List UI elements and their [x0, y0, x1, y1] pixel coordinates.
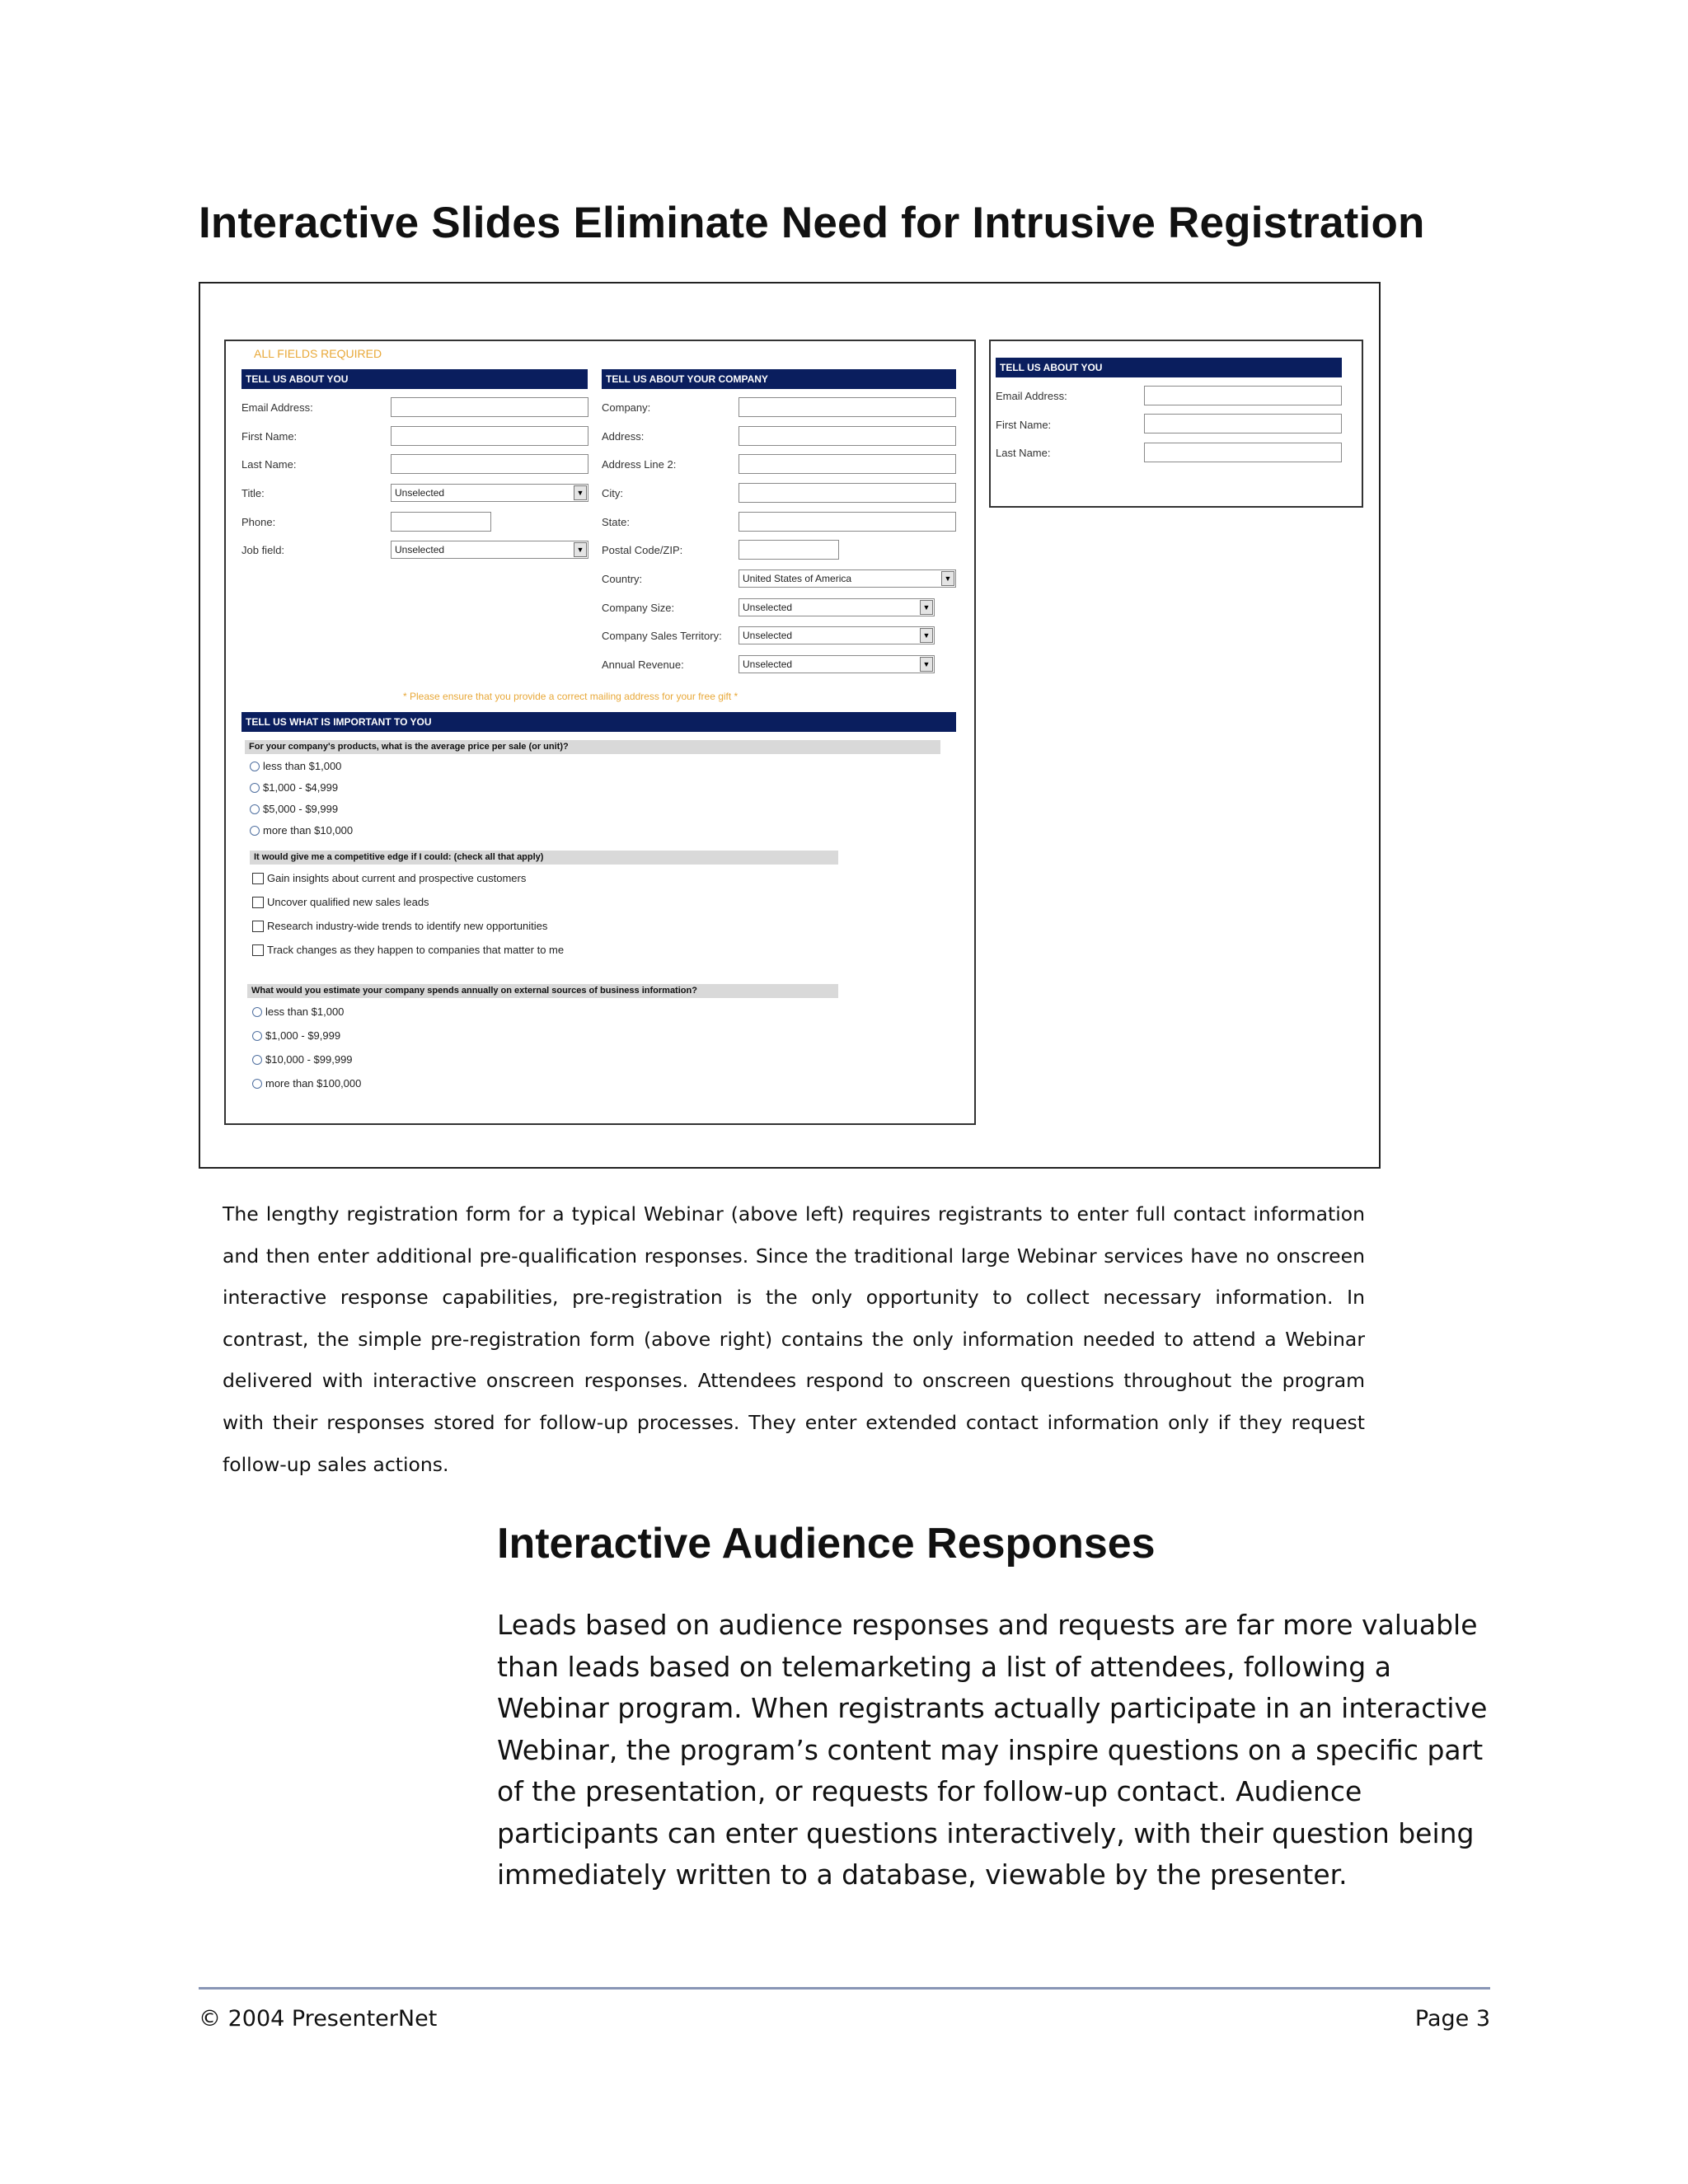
chevron-down-icon: ▼: [574, 542, 587, 557]
first-name-field[interactable]: [1144, 414, 1342, 434]
price-option[interactable]: [250, 781, 338, 794]
price-option-label: $1,000 - $4,999: [263, 781, 339, 794]
last-name-label: Last Name:: [996, 447, 1051, 459]
spend-option-label: less than $1,000: [265, 1005, 345, 1018]
price-option[interactable]: [250, 760, 341, 772]
spend-option[interactable]: [252, 1005, 344, 1018]
radio-icon: [250, 783, 260, 793]
first-name-label: First Name:: [241, 430, 298, 443]
chevron-down-icon: ▼: [941, 571, 954, 586]
title-select-value: Unselected: [395, 487, 445, 499]
postal-code-field[interactable]: [738, 540, 839, 560]
phone-label: Phone:: [241, 516, 276, 528]
checkbox-icon: [252, 897, 264, 908]
about-you-header: TELL US ABOUT YOU: [241, 369, 588, 389]
checkbox-icon: [252, 944, 264, 956]
annual-revenue-select-value: Unselected: [743, 658, 793, 670]
job-field-select[interactable]: [391, 541, 588, 559]
radio-icon: [252, 1079, 262, 1089]
radio-icon: [252, 1055, 262, 1065]
job-field-select-value: Unselected: [395, 544, 445, 555]
page-title: Interactive Slides Eliminate Need for Intrusive Registration: [199, 199, 1425, 247]
radio-icon: [250, 804, 260, 814]
postal-code-label: Postal Code/ZIP:: [602, 544, 683, 556]
annual-revenue-label: Annual Revenue:: [602, 658, 684, 671]
company-header: TELL US ABOUT YOUR COMPANY: [602, 369, 956, 389]
spend-option[interactable]: [252, 1077, 361, 1090]
sales-territory-select[interactable]: [738, 626, 935, 644]
price-option-label: less than $1,000: [263, 760, 342, 772]
title-label: Title:: [241, 487, 265, 499]
chevron-down-icon: ▼: [920, 657, 933, 672]
question-competitive-edge: It would give me a competitive edge if I could: (check all that apply): [250, 851, 838, 865]
edge-option-label: Research industry-wide trends to identify new opportunities: [267, 920, 548, 932]
country-label: Country:: [602, 573, 643, 585]
edge-option[interactable]: [252, 872, 526, 884]
city-label: City:: [602, 487, 623, 499]
title-select[interactable]: [391, 484, 588, 502]
price-option-label: $5,000 - $9,999: [263, 803, 339, 815]
price-option-label: more than $10,000: [263, 824, 354, 837]
email-field[interactable]: [391, 397, 588, 417]
company-size-label: Company Size:: [602, 602, 675, 614]
spend-option-label: $1,000 - $9,999: [265, 1029, 341, 1042]
sales-territory-select-value: Unselected: [743, 630, 793, 641]
mailing-note: * Please ensure that you provide a correct mailing address for your free gift *: [403, 691, 738, 702]
required-note: ALL FIELDS REQUIRED: [254, 347, 382, 360]
city-field[interactable]: [738, 483, 956, 503]
spend-option[interactable]: [252, 1053, 353, 1066]
address-line2-field[interactable]: [738, 454, 956, 474]
sales-territory-label: Company Sales Territory:: [602, 630, 722, 642]
short-registration-form: [989, 340, 1363, 508]
address-field[interactable]: [738, 426, 956, 446]
important-header: TELL US WHAT IS IMPORTANT TO YOU: [241, 712, 956, 732]
spend-option-label: more than $100,000: [265, 1077, 362, 1090]
email-field[interactable]: [1144, 386, 1342, 405]
company-label: Company:: [602, 401, 651, 414]
first-name-field[interactable]: [391, 426, 588, 446]
state-label: State:: [602, 516, 630, 528]
registration-forms-figure: [199, 282, 1381, 1169]
edge-option[interactable]: [252, 944, 564, 956]
edge-option-label: Uncover qualified new sales leads: [267, 896, 429, 908]
first-name-label: First Name:: [996, 419, 1052, 431]
email-label: Email Address:: [996, 390, 1067, 402]
checkbox-icon: [252, 873, 264, 884]
long-registration-form: [224, 340, 976, 1125]
edge-option[interactable]: [252, 896, 429, 908]
question-spend: What would you estimate your company spends annually on external sources of business information?: [247, 984, 838, 998]
chevron-down-icon: ▼: [574, 485, 587, 500]
edge-option[interactable]: [252, 920, 547, 932]
email-label: Email Address:: [241, 401, 313, 414]
page-number: Page 3: [1414, 2006, 1490, 2032]
chevron-down-icon: ▼: [920, 600, 933, 615]
radio-icon: [250, 826, 260, 836]
price-option[interactable]: [250, 824, 353, 837]
question-price: For your company's products, what is the average price per sale (or unit)?: [245, 740, 940, 754]
figure-caption: The lengthy registration form for a typical Webinar (above left) requires registrants to enter full contact information and then enter additional pre-qualification responses. Since the traditional large Webinar services have no onscreen interactive response capabilities, pre-registration is the only opportunity to collect necessary information. In contrast, the simple pre-registration form (above right) contains the only information needed to attend a Webinar delivered with interactive onscreen responses. Attendees respond to onscreen questions throughout the program with their responses stored for follow-up processes. They enter extended contact information only if they request follow-up sales actions.: [223, 1202, 1365, 1476]
chevron-down-icon: ▼: [920, 628, 933, 643]
footer-copyright: © 2004 PresenterNet: [199, 2006, 438, 2032]
about-you-header: TELL US ABOUT YOU: [996, 358, 1342, 377]
spend-option[interactable]: [252, 1029, 340, 1042]
state-field[interactable]: [738, 512, 956, 532]
last-name-field[interactable]: [1144, 443, 1342, 462]
section-body: Leads based on audience responses and requests are far more valuable than leads based on telemarketing a list of attendees, following a Webinar program. When registrants actually participate in an interactive Webinar, the program’s content may inspire questions on a specific part of the presentation, or requests for follow-up contact. Audience participants can enter questions interactively, with their question being immediately written to a database, viewable by the presenter.: [497, 1609, 1488, 1891]
radio-icon: [250, 762, 260, 771]
last-name-field[interactable]: [391, 454, 588, 474]
phone-field[interactable]: [391, 512, 491, 532]
address-line2-label: Address Line 2:: [602, 458, 677, 471]
country-select[interactable]: [738, 569, 956, 588]
price-option[interactable]: [250, 803, 338, 815]
company-field[interactable]: [738, 397, 956, 417]
section-title: Interactive Audience Responses: [497, 1520, 1156, 1568]
radio-icon: [252, 1007, 262, 1017]
address-label: Address:: [602, 430, 645, 443]
footer-divider: [199, 1987, 1490, 1990]
last-name-label: Last Name:: [241, 458, 297, 471]
country-select-value: United States of America: [743, 573, 852, 584]
company-size-select[interactable]: [738, 598, 935, 616]
company-size-select-value: Unselected: [743, 602, 793, 613]
spend-option-label: $10,000 - $99,999: [265, 1053, 353, 1066]
checkbox-icon: [252, 921, 264, 932]
job-field-label: Job field:: [241, 544, 285, 556]
annual-revenue-select[interactable]: [738, 655, 935, 673]
radio-icon: [252, 1031, 262, 1041]
edge-option-label: Gain insights about current and prospective customers: [267, 872, 527, 884]
edge-option-label: Track changes as they happen to companies that matter to me: [267, 944, 565, 956]
